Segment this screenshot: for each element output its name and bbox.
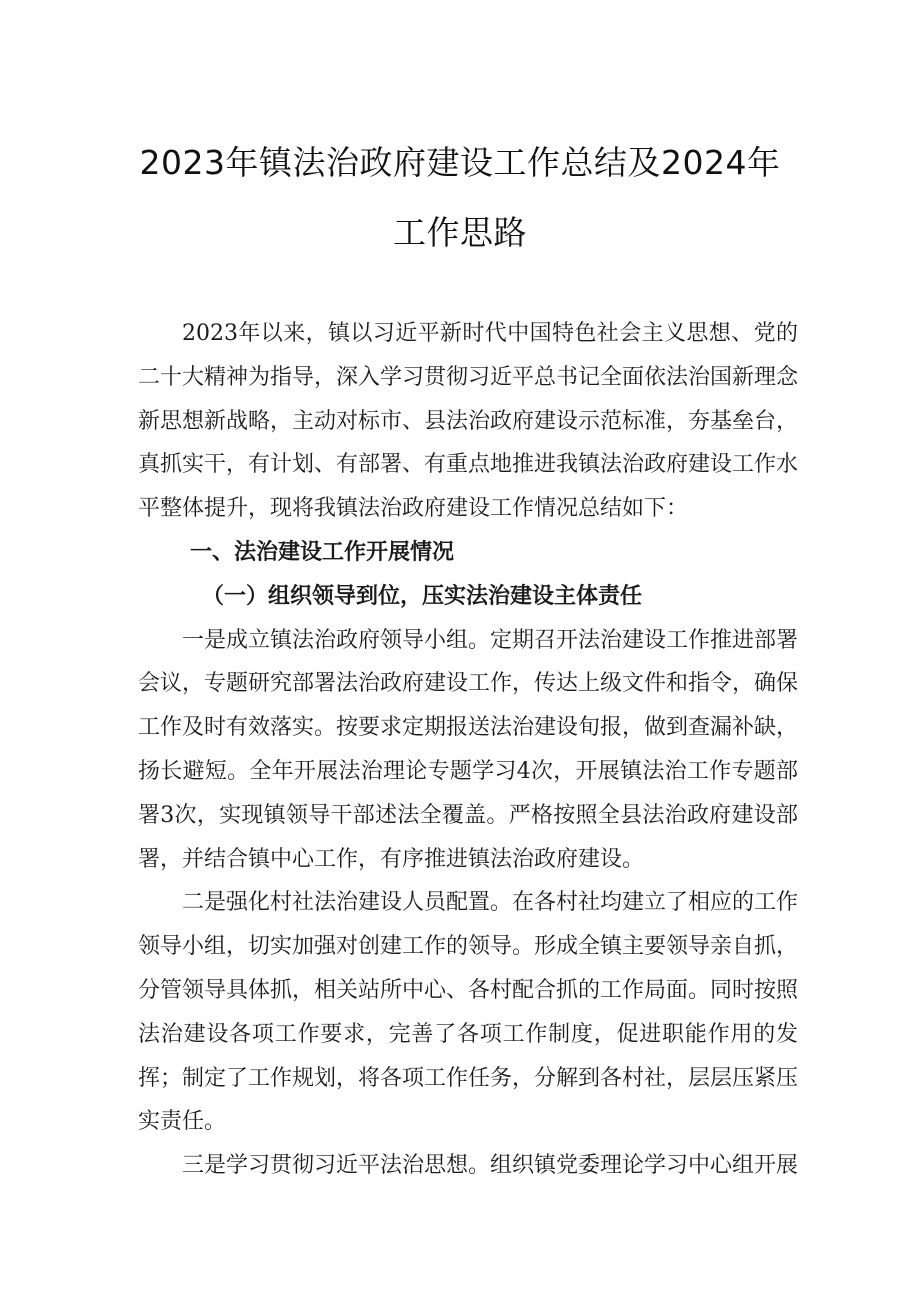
body-paragraph-3: 三是学习贯彻习近平法治思想。组织镇党委理论学习中心组开展: [182, 1153, 799, 1179]
body-paragraph-1: 一是成立镇法治政府领导小组。定期召开法治建设工作推进部署会议，专题研究部署法治政府建设工作，传达上级文件和指令，确保工作及时有效落实。按要求定期报送法治建设旬报，做到查漏补缺，扬长避短。全年开展法治理论专题学习4次，开展镇法治工作专题部署3次，实现镇领导干部述法全覆盖。严格按照全县法治政府建设部署，并结合镇中心工作，有序推进镇法治政府建设。: [138, 627, 799, 872]
body-paragraph-2: 二是强化村社法治建设人员配置。在各村社均建立了相应的工作领导小组，切实加强对创建工作的领导。形成全镇主要领导亲自抓，分管领导具体抓，相关站所中心、各村配合抓的工作局面。同时按照法治建设各项工作要求，完善了各项工作制度，促进职能作用的发挥；制定了工作规划，将各项工作任务，分解到各村社，层层压紧压实责任。: [138, 890, 799, 1135]
section-heading: 一、法治建设工作开展情况: [190, 538, 455, 565]
document-body: [138, 312, 798, 1188]
document-title-line-2: 工作思路: [393, 213, 527, 252]
subsection-heading: （一）组织领导到位，压实法治建设主体责任: [202, 582, 643, 609]
document-title-line-1: 2023年镇法治政府建设工作总结及2024年: [139, 143, 781, 182]
intro-paragraph: 2023年以来，镇以习近平新时代中国特色社会主义思想、党的二十大精神为指导，深入学习贯彻习近平总书记全面依法治国新理念新思想新战略，主动对标市、县法治政府建设示范标准，夯基垒台，真抓实干，有计划、有部署、有重点地推进我镇法治政府建设工作水平整体提升，现将我镇法治政府建设工作情况总结如下：: [138, 321, 799, 522]
